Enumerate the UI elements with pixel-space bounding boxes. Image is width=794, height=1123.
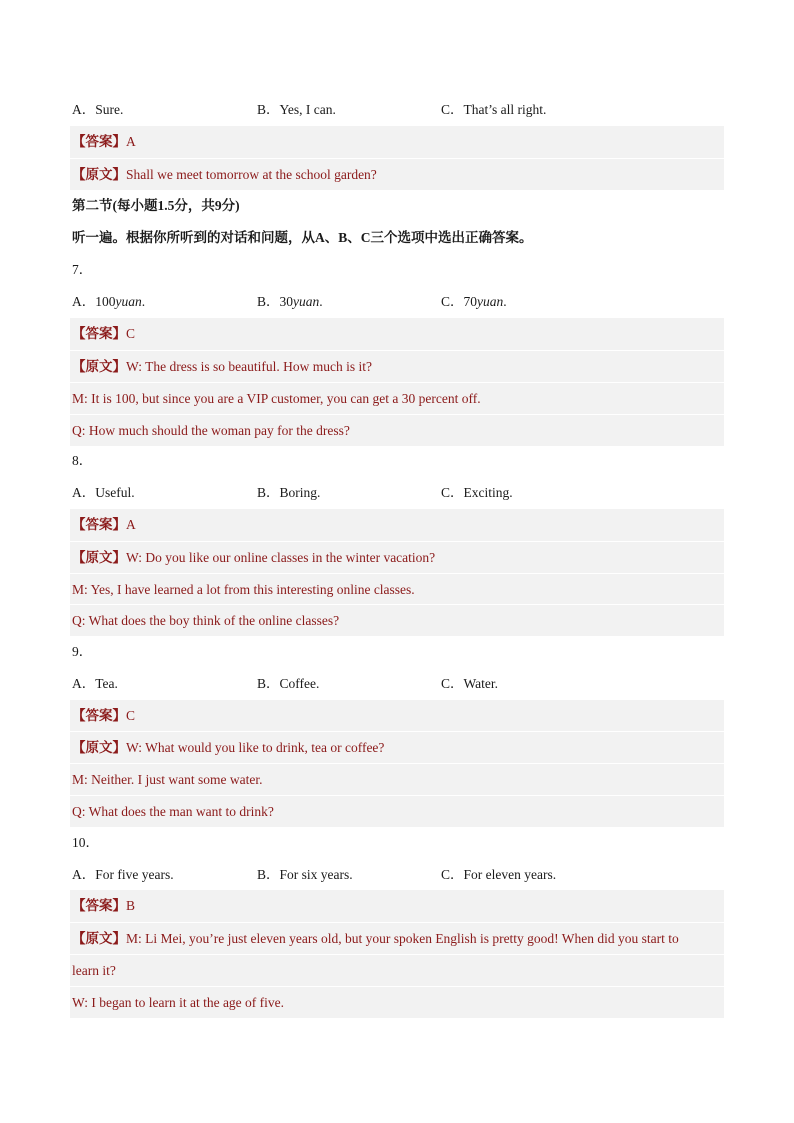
option-b: B．30yuan. (257, 294, 323, 309)
option-c: C．That’s all right. (441, 102, 547, 117)
q8-transcript-2: M: Yes, I have learned a lot from this interesting online classes. (70, 573, 724, 605)
transcript-line: Shall we meet tomorrow at the school garden? (126, 167, 377, 182)
option-b: B．Yes, I can. (257, 102, 336, 117)
transcript-tag: 【原文】 (72, 740, 126, 755)
answer-value: B (126, 898, 136, 913)
answer-value: A (126, 134, 136, 149)
option-a: A．Tea. (72, 676, 118, 691)
answer-tag: 【答案】 (72, 898, 126, 913)
option-b: B．Boring. (257, 485, 321, 500)
q7-transcript-1 (70, 350, 724, 382)
transcript-line: W: Do you like our online classes in the winter vacation? (126, 550, 436, 565)
q6-options (70, 94, 724, 126)
option-c: C．Water. (441, 676, 499, 691)
q8-transcript-3: Q: What does the boy think of the online classes? (70, 604, 724, 636)
q6-answer (70, 126, 724, 158)
transcript-tag: 【原文】 (72, 931, 126, 946)
answer-tag: 【答案】 (72, 326, 126, 341)
option-c: C．For eleven years. (441, 867, 557, 882)
q9-transcript-2: M: Neither. I just want some water. (70, 763, 724, 795)
q10-answer (70, 890, 724, 922)
question-number: 8． (72, 453, 93, 468)
q9-options (70, 668, 724, 700)
transcript-line: W: The dress is so beautiful. How much is it? (126, 359, 372, 374)
answer-value: C (126, 708, 136, 723)
answer-tag: 【答案】 (72, 708, 126, 723)
option-a: A．For five years. (72, 867, 174, 882)
option-b: B．Coffee. (257, 676, 320, 691)
option-a: A．Sure. (72, 102, 124, 117)
q7-transcript-3: Q: How much should the woman pay for the dress? (70, 414, 724, 446)
q8-transcript-1 (70, 541, 724, 573)
transcript-line: M: Li Mei, you’re just eleven years old, but your spoken English is pretty good! When did you start to (126, 931, 679, 946)
q9-transcript-1 (70, 731, 724, 763)
transcript-tag: 【原文】 (72, 167, 126, 182)
answer-value: C (126, 326, 136, 341)
question-number: 9． (72, 644, 93, 659)
transcript-line: W: What would you like to drink, tea or coffee? (126, 740, 385, 755)
q9-answer (70, 700, 724, 732)
option-b: B．For six years. (257, 867, 353, 882)
answer-tag: 【答案】 (72, 134, 126, 149)
section-title: 第二节(每小题1.5分，共9分) (72, 198, 240, 213)
option-c: C．70yuan. (441, 294, 507, 309)
q6-transcript (70, 158, 724, 190)
option-c: C．Exciting. (441, 485, 513, 500)
q8-answer (70, 509, 724, 541)
q7-answer (70, 318, 724, 350)
answer-tag: 【答案】 (72, 517, 126, 532)
option-a: A．Useful. (72, 485, 135, 500)
q10-transcript-3: W: I began to learn it at the age of five. (70, 986, 724, 1018)
q10-transcript-1 (70, 922, 724, 954)
option-a: A．100yuan. (72, 294, 146, 309)
q10-options (70, 859, 724, 891)
transcript-tag: 【原文】 (72, 550, 126, 565)
q10-transcript-2: learn it? (70, 954, 724, 986)
question-number: 10． (72, 835, 99, 850)
transcript-tag: 【原文】 (72, 359, 126, 374)
q8-options (70, 477, 724, 509)
q7-options (70, 286, 724, 318)
q9-transcript-3: Q: What does the man want to drink? (70, 795, 724, 827)
section-instruction: 听一遍。根据你所听到的对话和问题，从A、B、C三个选项中选出正确答案。 (72, 230, 533, 245)
answer-value: A (126, 517, 136, 532)
question-number: 7． (72, 262, 93, 277)
q7-transcript-2: M: It is 100, but since you are a VIP customer, you can get a 30 percent off. (70, 382, 724, 414)
